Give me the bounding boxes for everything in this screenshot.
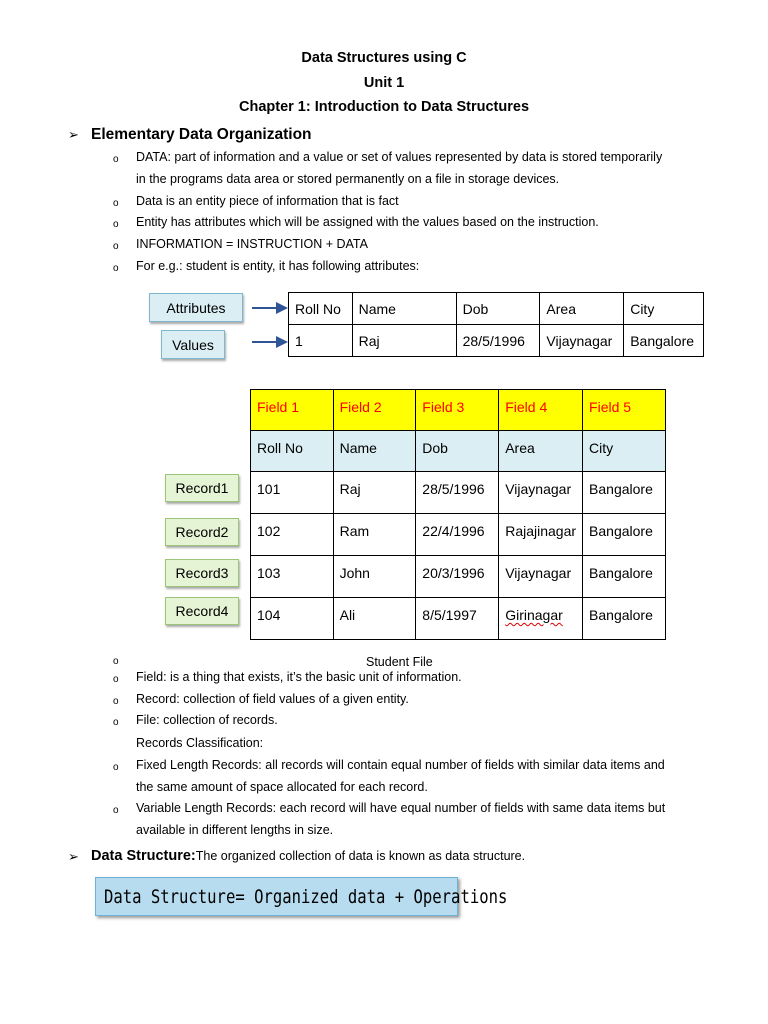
table-cell: Vijaynagar xyxy=(499,472,583,514)
unit-title: Unit 1 xyxy=(363,75,405,91)
table-cell: City xyxy=(583,431,666,472)
table-cell: Bangalore xyxy=(583,514,666,556)
table-cell: Vijaynagar xyxy=(540,325,624,357)
table-cell: 22/4/1996 xyxy=(416,514,499,556)
record-label-4: Record4 xyxy=(165,597,239,625)
table-cell: City xyxy=(624,293,704,325)
values-label-box: Values xyxy=(161,330,225,359)
table-cell: Area xyxy=(540,293,624,325)
bullet-icon: o xyxy=(113,674,119,685)
table-cell: Area xyxy=(499,431,583,472)
table-cell: Field 3 xyxy=(416,390,499,431)
table-row xyxy=(251,556,666,598)
bullet-information-formula: INFORMATION = INSTRUCTION + DATA xyxy=(136,237,368,251)
bullet-data-line1: DATA: part of information and a value or set of values represented by data is stored temporarily xyxy=(136,150,663,164)
bullet-icon: o xyxy=(113,241,119,252)
bullet-fixed-length-line1: Fixed Length Records: all records will contain equal number of fields with similar data items and xyxy=(136,758,665,772)
table-cell: Ram xyxy=(333,514,416,556)
bullet-data-line2: in the programs data area or stored permanently on a file in storage devices. xyxy=(136,172,560,186)
table-cell: Girinagar xyxy=(499,598,583,640)
table-cell: Bangalore xyxy=(624,325,704,357)
attributes-label-box: Attributes xyxy=(149,293,243,322)
bullet-icon: o xyxy=(113,717,119,728)
table-cell: 8/5/1997 xyxy=(416,598,499,640)
attribute-value-row xyxy=(289,325,704,357)
attribute-table xyxy=(288,292,704,357)
table-cell: Dob xyxy=(416,431,499,472)
attribute-header-row xyxy=(289,293,704,325)
table-cell: Name xyxy=(352,293,456,325)
bullet-field-definition: Field: is a thing that exists, it’s the basic unit of information. xyxy=(136,670,462,684)
arrow-bullet-icon: ➢ xyxy=(68,127,79,142)
chapter-title: Chapter 1: Introduction to Data Structures xyxy=(238,99,530,115)
bullet-icon: o xyxy=(113,762,119,773)
arrow-connectors xyxy=(250,300,290,350)
formula-text: Data Structure= Organized data + Operations xyxy=(104,885,508,908)
table-cell: 28/5/1996 xyxy=(416,472,499,514)
table-cell: 20/3/1996 xyxy=(416,556,499,598)
table-cell: Field 1 xyxy=(251,390,334,431)
record-label-3: Record3 xyxy=(165,559,239,587)
table-cell: Rajajinagar xyxy=(499,514,583,556)
table-cell: 28/5/1996 xyxy=(456,325,540,357)
data-structure-text: The organized collection of data is known as data structure. xyxy=(195,849,526,863)
record-label-2: Record2 xyxy=(165,518,239,546)
table-cell: 104 xyxy=(251,598,334,640)
table-row xyxy=(251,514,666,556)
section-heading-data-structure: Data Structure: xyxy=(91,848,196,864)
student-file-caption: Student File xyxy=(366,655,433,667)
table-cell: Bangalore xyxy=(583,472,666,514)
bullet-icon: o xyxy=(113,696,119,707)
record-label-1: Record1 xyxy=(165,474,239,502)
bullet-variable-length-line2: available in different lengths in size. xyxy=(136,823,334,837)
records-classification: Records Classification: xyxy=(136,736,264,750)
column-header-row xyxy=(251,431,666,472)
table-row xyxy=(251,472,666,514)
table-cell: Dob xyxy=(456,293,540,325)
table-cell: Ali xyxy=(333,598,416,640)
table-cell: Raj xyxy=(352,325,456,357)
table-cell: 103 xyxy=(251,556,334,598)
table-cell: Bangalore xyxy=(583,556,666,598)
table-cell: Field 2 xyxy=(333,390,416,431)
document-title: Data Structures using C xyxy=(301,50,467,66)
bullet-variable-length-line1: Variable Length Records: each record will have equal number of fields with same data items but xyxy=(136,801,666,815)
bullet-icon: o xyxy=(113,219,119,230)
bullet-record-definition: Record: collection of field values of a given entity. xyxy=(136,692,409,706)
arrow-bullet-icon: ➢ xyxy=(68,849,79,864)
data-structure-definition xyxy=(91,847,525,865)
bullet-icon: o xyxy=(113,198,119,209)
table-cell: Roll No xyxy=(289,293,353,325)
table-cell: Bangalore xyxy=(583,598,666,640)
table-cell: Field 5 xyxy=(583,390,666,431)
table-cell: Roll No xyxy=(251,431,334,472)
bullet-entity-attributes: Entity has attributes which will be assigned with the values based on the instruction. xyxy=(136,215,599,229)
field-header-row xyxy=(251,390,666,431)
table-cell: 101 xyxy=(251,472,334,514)
bullet-file-definition: File: collection of records. xyxy=(136,713,278,727)
student-file-table xyxy=(250,389,666,640)
table-cell: John xyxy=(333,556,416,598)
bullet-example: For e.g.: student is entity, it has following attributes: xyxy=(136,259,420,273)
table-cell: Vijaynagar xyxy=(499,556,583,598)
table-cell: 102 xyxy=(251,514,334,556)
section-heading-elementary: Elementary Data Organization xyxy=(91,126,312,143)
table-row xyxy=(251,598,666,640)
bullet-icon: o xyxy=(113,805,119,816)
bullet-icon: o xyxy=(113,656,119,667)
table-cell: Raj xyxy=(333,472,416,514)
bullet-fixed-length-line2: the same amount of space allocated for each record. xyxy=(136,780,428,794)
formula-box xyxy=(95,877,508,916)
bullet-entity-fact: Data is an entity piece of information that is fact xyxy=(136,194,399,208)
bullet-icon: o xyxy=(113,154,119,165)
table-cell: 1 xyxy=(289,325,353,357)
table-cell: Name xyxy=(333,431,416,472)
bullet-icon: o xyxy=(113,263,119,274)
table-cell: Field 4 xyxy=(499,390,583,431)
